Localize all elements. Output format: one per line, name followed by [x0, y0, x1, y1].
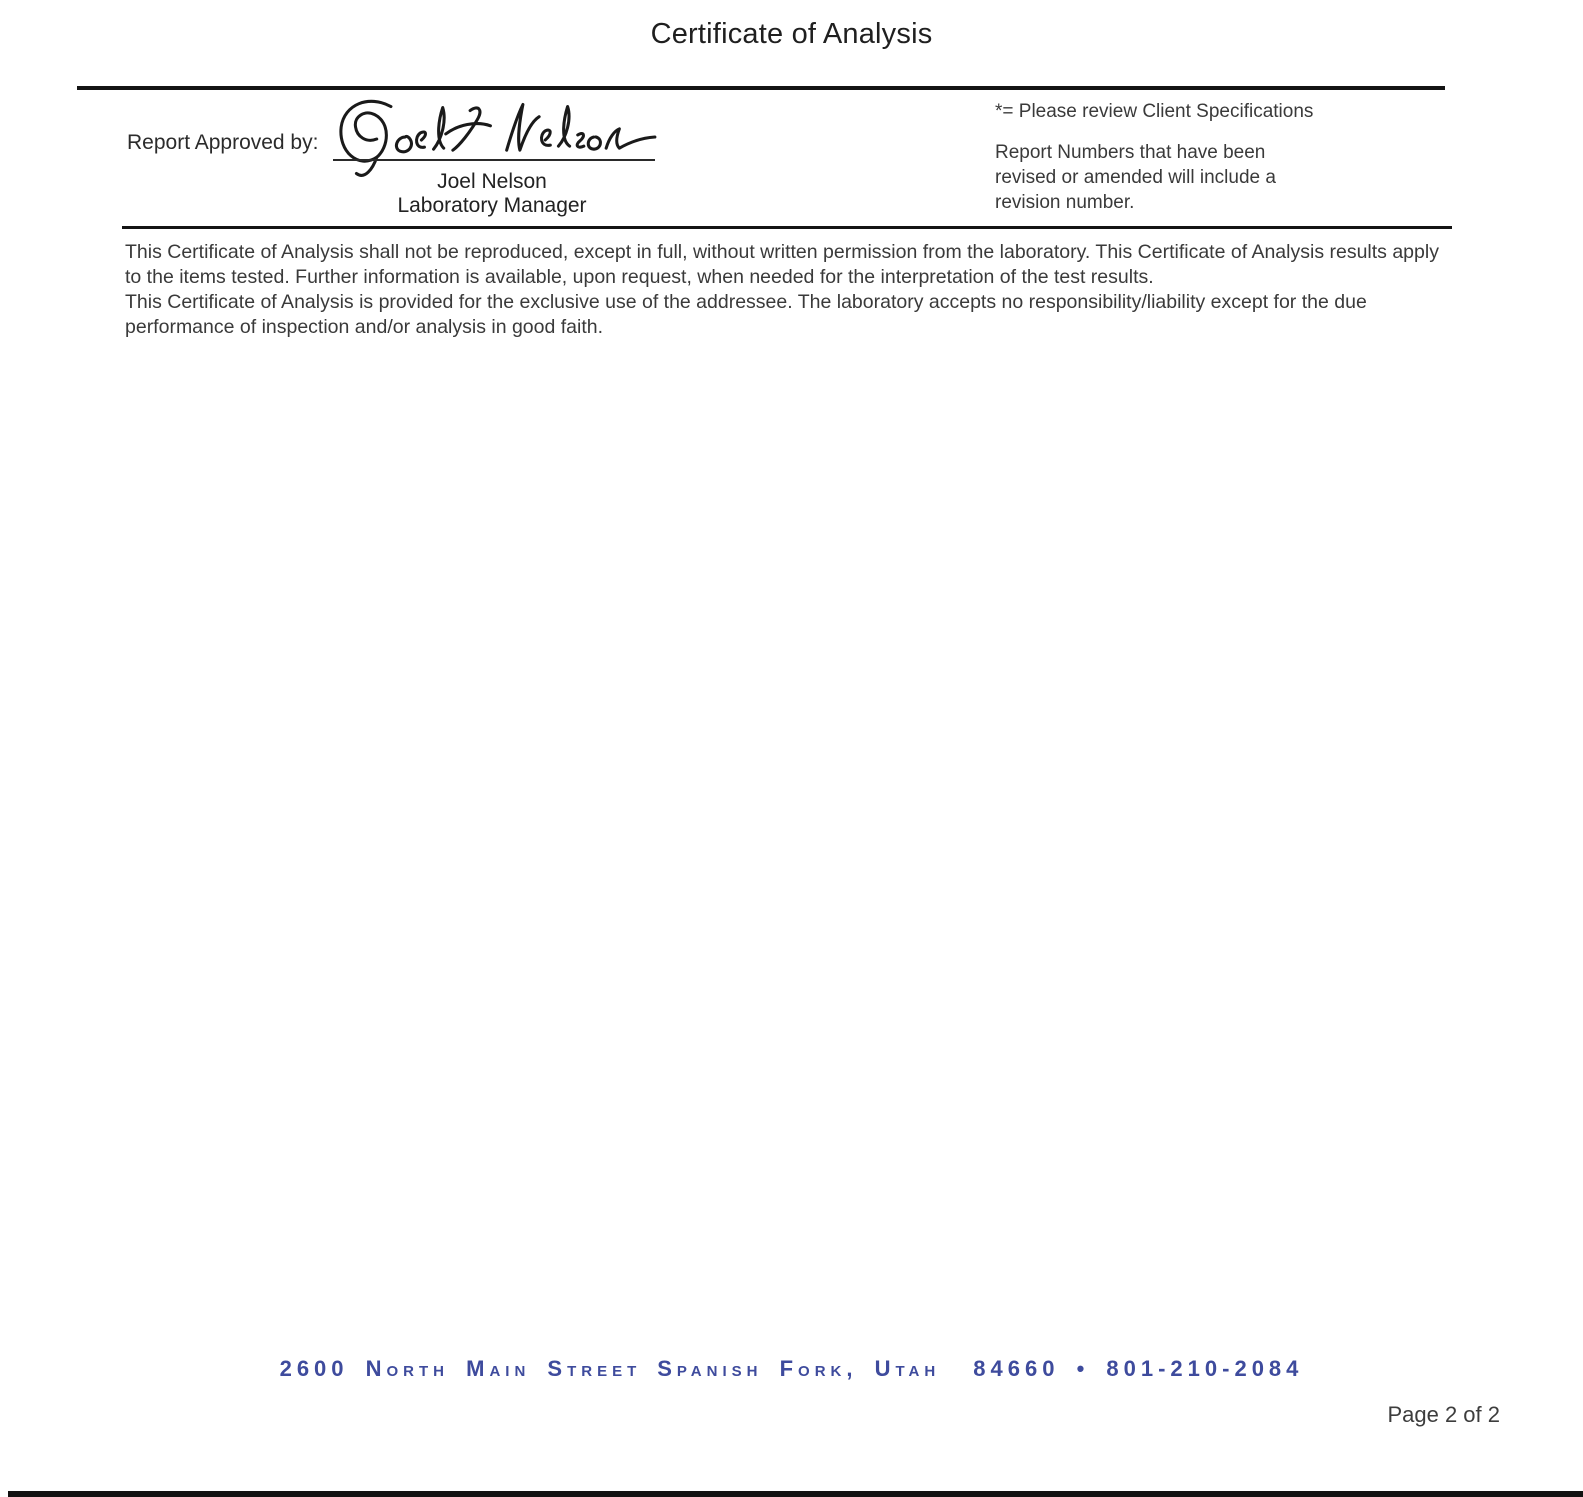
client-specifications-note: *= Please review Client Specifications: [995, 101, 1314, 122]
signature-line: [333, 159, 655, 161]
page-title: Certificate of Analysis: [650, 18, 933, 50]
approver-name: Joel Nelson: [437, 170, 547, 193]
disclaimer-paragraph-1: This Certificate of Analysis shall not be reproduced, except in full, without written permission from the laboratory. This Certificate of Analysis results apply to the items tested. Further information is available, upon request, when needed for the interpretation of the test results.: [125, 241, 1439, 288]
body-divider: [122, 226, 1452, 229]
page-bottom-border: [8, 1491, 1583, 1497]
approver-title: Laboratory Manager: [397, 194, 587, 217]
disclaimer-text: [125, 240, 1445, 340]
report-approved-by-label: Report Approved by:: [127, 131, 319, 154]
header-divider: [77, 86, 1445, 90]
page-number: Page 2 of 2: [1387, 1402, 1500, 1427]
disclaimer-paragraph-2: This Certificate of Analysis is provided for the exclusive use of the addressee. The laboratory accepts no responsibility/liability except for the due performance of inspection and/or analysis in good faith.: [125, 291, 1367, 338]
laboratory-address: 2600 North Main Street Spanish Fork, Utah 84660 • 801-210-2084: [279, 1356, 1304, 1381]
revision-number-note: Report Numbers that have been revised or amended will include a revision number.: [995, 142, 1276, 213]
